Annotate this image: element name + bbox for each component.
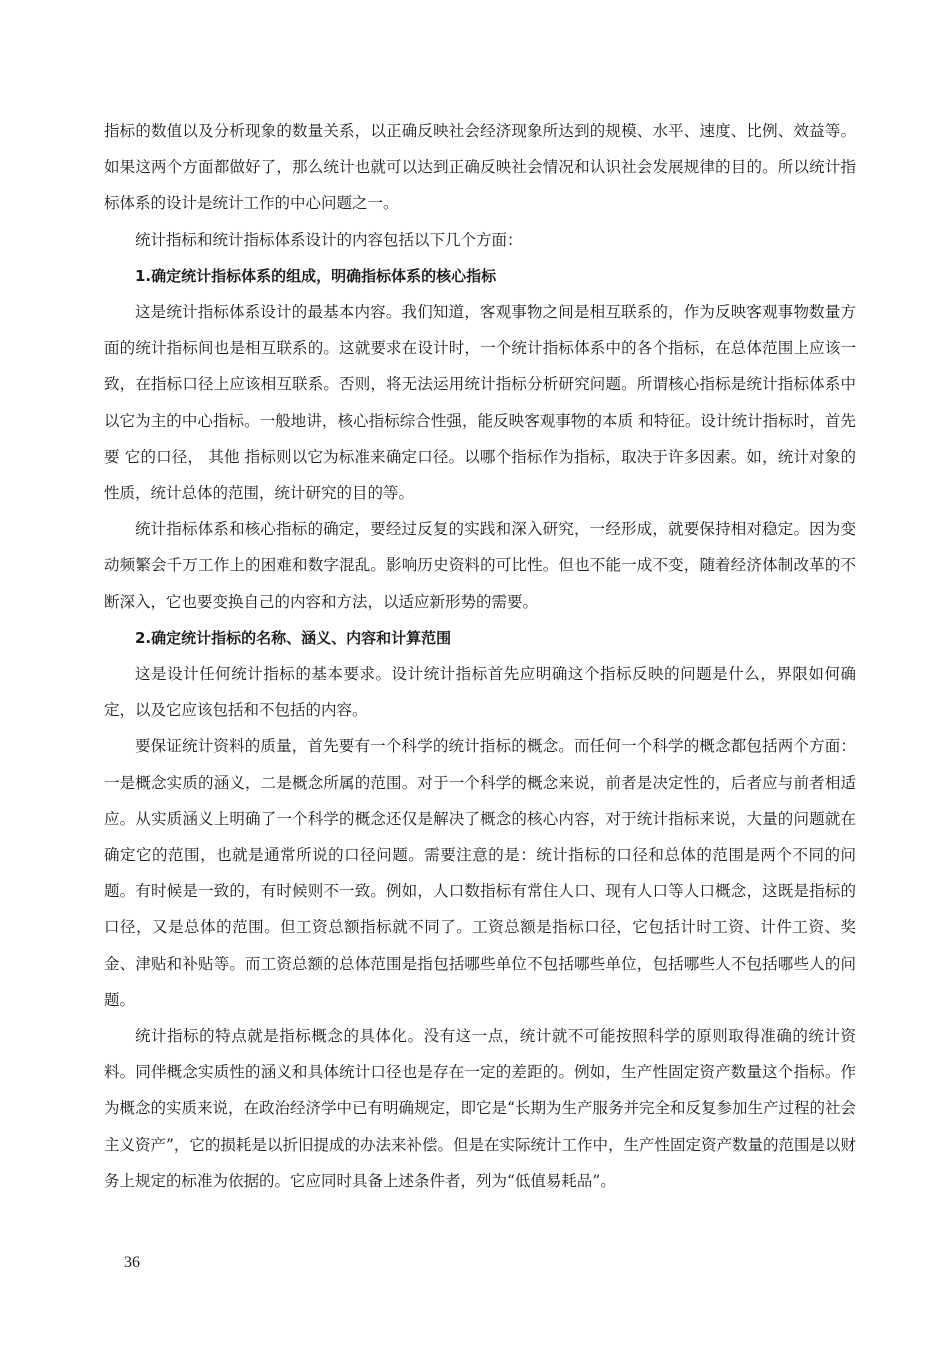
page-number: 36 xyxy=(124,1254,140,1271)
paragraph-basic-requirement: 这是设计任何统计指标的基本要求。设计统计指标首先应明确这个指标反映的问题是什么，界限如何确定，以及它应该包括和不包括的内容。 xyxy=(104,665,856,720)
paragraph-concept: 要保证统计资料的质量，首先要有一个科学的统计指标的概念。而任何一个科学的概念都包括两个方面：一是概念实质的涵义，二是概念所属的范围。对于一个科学的概念来说，前者是决定性的，后者应与前者相适应。从实质涵义上明确了一个科学的概念还仅是解决了概念的核心内容，对于统计指标来说，大量的问题就在确定它的范围，也就是通常所说的口径问题。需要注意的是：统计指标的口径和总体的范围是两个不同的问题。有时候是一致的，有时候则不一致。例如，人口数指标有常住人口、现有人口等人口概念，这既是指标的口径，又是总体的范围。但工资总额指标就不同了。工资总额是指标口径，它包括计时工资、计件工资、奖金、津贴和补贴等。而工资总额的总体范围是指包括哪些单位不包括哪些单位，包括哪些人不包括哪些人的问题。 xyxy=(104,737,856,1009)
body-text xyxy=(104,113,856,1199)
paragraph-core-indicators: 这是统计指标体系设计的最基本内容。我们知道，客观事物之间是相互联系的，作为反映客观事物数量方面的统计指标间也是相互联系的。这就要求在设计时，一个统计指标体系中的各个指标，在总体范围上应该一致，在指标口径上应该相互联系。否则，将无法运用统计指标分析研究问题。所谓核心指标是统计指标体系中以它为主的中心指标。一般地讲，核心指标综合性强，能反映客观事物的本质 和特征。设计统计指标时，首先要 它的口径， 其他 指标则以它为标准来确定口径。以哪个指标作为指标，取决于许多因素。如，统计对象的性质，统计总体的范围，统计研究的目的等。 xyxy=(104,303,856,503)
paragraph-continuation: 指标的数值以及分析现象的数量关系，以正确反映社会经济现象所达到的规模、水平、速度、比例、效益等。如果这两个方面都做好了，那么统计也就可以达到正确反映社会情况和认识社会发展规律的目的。所以统计指标体系的设计是统计工作的中心问题之一。 xyxy=(104,122,856,213)
section-heading-2: 2.确定统计指标的名称、涵义、内容和计算范围 xyxy=(135,628,452,647)
paragraph-concretization: 统计指标的特点就是指标概念的具体化。没有这一点，统计就不可能按照科学的原则取得准确的统计资料。同伴概念实质性的涵义和具体统计口径也是存在一定的差距的。例如，生产性固定资产数量这个指标。作为概念的实质来说，在政治经济学中已有明确规定，即它是“长期为生产服务并完全和反复参加生产过程的社会主义资产”，它的损耗是以折旧提成的办法来补偿。但是在实际统计工作中，生产性固定资产数量的范围是以财务上规定的标准为依据的。它应同时具备上述条件者，列为“低值易耗品”。 xyxy=(104,1027,856,1190)
section-heading-1: 1.确定统计指标体系的组成，明确指标体系的核心指标 xyxy=(135,266,497,285)
paragraph-intro: 统计指标和统计指标体系设计的内容包括以下几个方面： xyxy=(135,230,523,249)
paragraph-stability: 统计指标体系和核心指标的确定，要经过反复的实践和深入研究，一经形成，就要保持相对稳定。因为变动频繁会千万工作上的困难和数字混乱。影响历史资料的可比性。但也不能一成不变，随着经济体制改革的不断深入，它也要变换自己的内容和方法，以适应新形势的需要。 xyxy=(104,520,856,611)
